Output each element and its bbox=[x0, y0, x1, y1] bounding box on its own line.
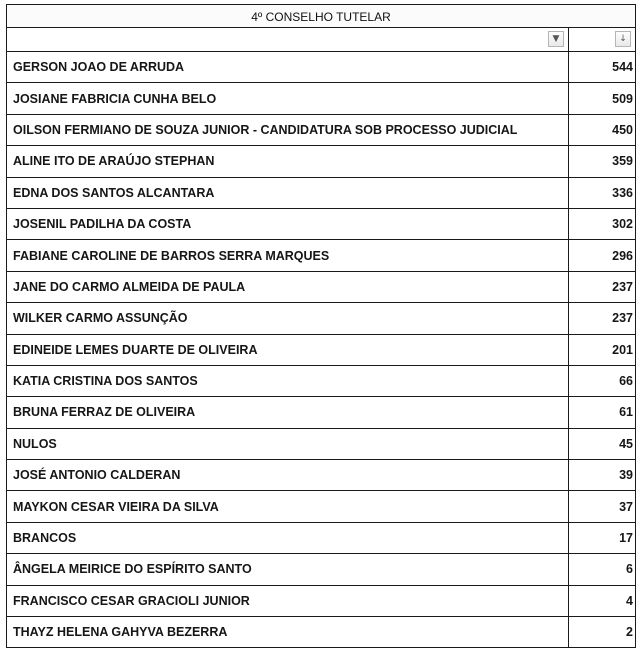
vote-count-cell[interactable]: 296 bbox=[568, 240, 636, 270]
table-row[interactable] bbox=[6, 491, 636, 522]
table-row[interactable] bbox=[6, 617, 636, 648]
candidate-name-cell[interactable]: GERSON JOAO DE ARRUDA bbox=[6, 52, 568, 82]
vote-count-cell[interactable]: 509 bbox=[568, 83, 636, 113]
vote-count-cell[interactable]: 544 bbox=[568, 52, 636, 82]
candidate-name-cell[interactable]: ALINE ITO DE ARAÚJO STEPHAN bbox=[6, 146, 568, 176]
filter-cell-name bbox=[6, 28, 568, 52]
vote-count-cell[interactable]: 302 bbox=[568, 209, 636, 239]
candidate-name-cell[interactable]: WILKER CARMO ASSUNÇÃO bbox=[6, 303, 568, 333]
table-row[interactable] bbox=[6, 554, 636, 585]
candidate-name-cell[interactable]: JOSÉ ANTONIO CALDERAN bbox=[6, 460, 568, 490]
candidate-name-cell[interactable]: JANE DO CARMO ALMEIDA DE PAULA bbox=[6, 272, 568, 302]
vote-count-cell[interactable]: 39 bbox=[568, 460, 636, 490]
table-row[interactable] bbox=[6, 209, 636, 240]
vote-count-cell[interactable]: 2 bbox=[568, 617, 636, 647]
vote-count-cell[interactable]: 450 bbox=[568, 115, 636, 145]
vote-count-cell[interactable]: 336 bbox=[568, 178, 636, 208]
candidate-name-cell[interactable]: ÂNGELA MEIRICE DO ESPÍRITO SANTO bbox=[6, 554, 568, 584]
spreadsheet-table bbox=[6, 4, 637, 652]
filter-header-row bbox=[6, 28, 636, 52]
vote-count-cell[interactable]: 4 bbox=[568, 586, 636, 616]
filter-cell-votes bbox=[568, 28, 636, 52]
table-row[interactable] bbox=[6, 240, 636, 271]
table-row[interactable] bbox=[6, 178, 636, 209]
candidate-name-cell[interactable]: FABIANE CAROLINE DE BARROS SERRA MARQUES bbox=[6, 240, 568, 270]
candidate-name-cell[interactable]: EDNA DOS SANTOS ALCANTARA bbox=[6, 178, 568, 208]
candidate-name-cell[interactable]: KATIA CRISTINA DOS SANTOS bbox=[6, 366, 568, 396]
candidate-name-cell[interactable]: BRUNA FERRAZ DE OLIVEIRA bbox=[6, 397, 568, 427]
candidate-name-cell[interactable]: MAYKON CESAR VIEIRA DA SILVA bbox=[6, 491, 568, 521]
candidate-name-cell[interactable]: BRANCOS bbox=[6, 523, 568, 553]
table-row[interactable] bbox=[6, 83, 636, 114]
candidate-name-cell[interactable]: EDINEIDE LEMES DUARTE DE OLIVEIRA bbox=[6, 335, 568, 365]
candidate-name-cell[interactable]: OILSON FERMIANO DE SOUZA JUNIOR - CANDIDATURA SOB PROCESSO JUDICIAL bbox=[6, 115, 568, 145]
vote-count-cell[interactable]: 66 bbox=[568, 366, 636, 396]
sort-descending-icon[interactable]: ↓ bbox=[615, 31, 631, 47]
candidate-name-cell[interactable]: FRANCISCO CESAR GRACIOLI JUNIOR bbox=[6, 586, 568, 616]
table-body bbox=[6, 52, 636, 648]
table-row[interactable] bbox=[6, 303, 636, 334]
vote-count-cell[interactable]: 237 bbox=[568, 303, 636, 333]
vote-count-cell[interactable]: 45 bbox=[568, 429, 636, 459]
table-row[interactable] bbox=[6, 366, 636, 397]
table-row[interactable] bbox=[6, 335, 636, 366]
candidate-name-cell[interactable]: NULOS bbox=[6, 429, 568, 459]
vote-count-cell[interactable]: 61 bbox=[568, 397, 636, 427]
vote-count-cell[interactable]: 237 bbox=[568, 272, 636, 302]
vote-count-cell[interactable]: 201 bbox=[568, 335, 636, 365]
vote-count-cell[interactable]: 37 bbox=[568, 491, 636, 521]
vote-count-cell[interactable]: 6 bbox=[568, 554, 636, 584]
table-row[interactable] bbox=[6, 146, 636, 177]
vote-count-cell[interactable]: 359 bbox=[568, 146, 636, 176]
table-row[interactable] bbox=[6, 397, 636, 428]
candidate-name-cell[interactable]: JOSIANE FABRICIA CUNHA BELO bbox=[6, 83, 568, 113]
candidate-name-cell[interactable]: THAYZ HELENA GAHYVA BEZERRA bbox=[6, 617, 568, 647]
table-row[interactable] bbox=[6, 115, 636, 146]
table-row[interactable] bbox=[6, 586, 636, 617]
table-row[interactable] bbox=[6, 523, 636, 554]
table-row[interactable] bbox=[6, 460, 636, 491]
filter-dropdown-icon[interactable]: ▼ bbox=[548, 31, 564, 47]
table-title: 4º CONSELHO TUTELAR bbox=[6, 4, 636, 28]
table-row[interactable] bbox=[6, 429, 636, 460]
table-row[interactable] bbox=[6, 52, 636, 83]
table-row[interactable] bbox=[6, 272, 636, 303]
vote-count-cell[interactable]: 17 bbox=[568, 523, 636, 553]
candidate-name-cell[interactable]: JOSENIL PADILHA DA COSTA bbox=[6, 209, 568, 239]
